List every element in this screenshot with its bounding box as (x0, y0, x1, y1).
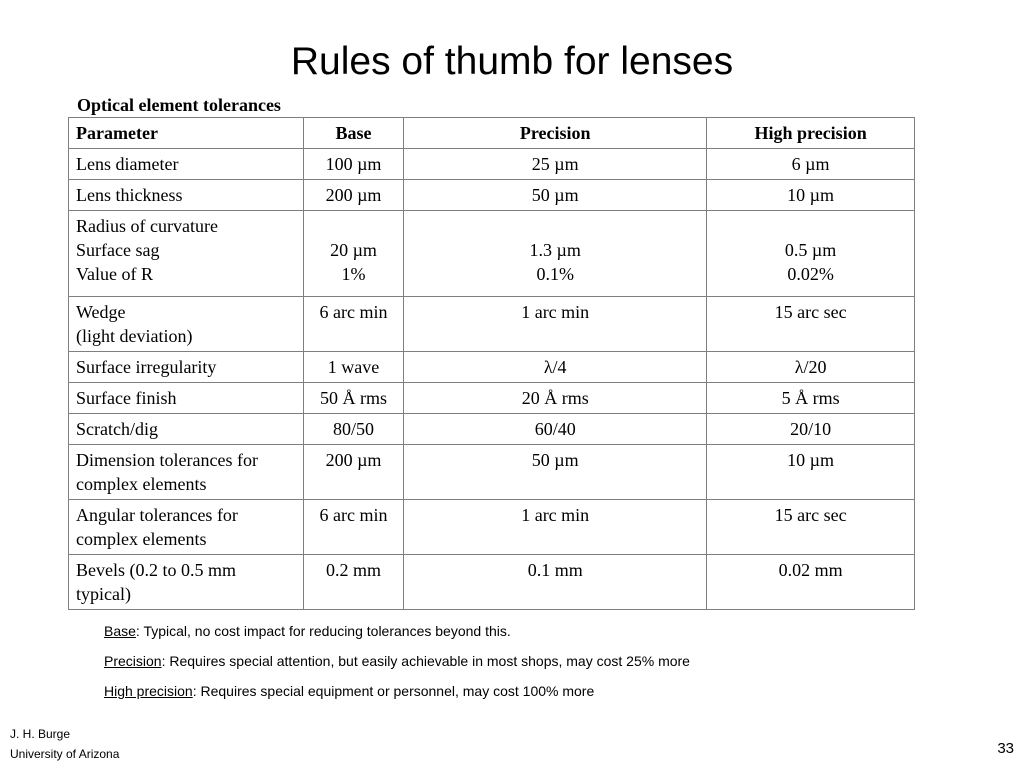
cell-line: 20/10 (790, 419, 832, 439)
cell-line: 6 µm (791, 154, 830, 174)
cell-base (303, 445, 403, 500)
table-row (69, 352, 915, 383)
cell-line: Surface sag (76, 240, 160, 260)
table-row (69, 383, 915, 414)
cell-line: (light deviation) (76, 326, 193, 346)
cell-line: Scratch/dig (76, 419, 158, 439)
cell-base (303, 180, 403, 211)
cell-line: Lens diameter (76, 154, 179, 174)
cell-line: λ/20 (794, 357, 827, 377)
cell-line: 1 arc min (521, 505, 590, 525)
cell-parameter (69, 149, 304, 180)
cell-precision (404, 383, 707, 414)
cell-line: λ/4 (543, 357, 567, 377)
cell-line: 10 µm (787, 450, 835, 470)
cell-line: 50 Å rms (320, 388, 387, 408)
table-row (69, 500, 915, 555)
cell-line: 20 µm (330, 240, 377, 260)
note-text: : Typical, no cost impact for reducing tolerances beyond this. (135, 623, 511, 639)
cell-high-precision (707, 500, 915, 555)
cell-high-precision (707, 297, 915, 352)
footer-credits (10, 724, 119, 764)
cell-line: Radius of curvature (76, 216, 218, 236)
cell-line: 6 arc min (319, 505, 388, 525)
cell-base (303, 555, 403, 610)
cell-line: 20 Å rms (521, 388, 589, 408)
cell-line: 0.02 mm (778, 560, 843, 580)
footer-affiliation: University of Arizona (10, 747, 120, 761)
cell-line: Wedge (76, 302, 126, 322)
cell-precision (404, 180, 707, 211)
cell-line: complex elements (76, 474, 207, 494)
cell-line: 1% (341, 264, 366, 284)
cell-parameter (69, 297, 304, 352)
cell-line: Bevels (0.2 to 0.5 mm (76, 560, 236, 580)
table-row (69, 297, 915, 352)
cell-line: 0.2 mm (325, 560, 381, 580)
note-high-precision (104, 682, 690, 712)
cell-line: 0.02% (787, 264, 834, 284)
cell-line: 1.3 µm (529, 240, 581, 260)
table-header-row (69, 118, 915, 149)
table-row (69, 414, 915, 445)
cell-precision (404, 414, 707, 445)
cell-precision (404, 352, 707, 383)
cell-line: 0.5 µm (784, 240, 837, 260)
cell-base (303, 500, 403, 555)
cell-line: Value of R (76, 264, 153, 284)
cell-parameter (69, 352, 304, 383)
cell-precision (404, 211, 707, 297)
cell-high-precision (707, 211, 915, 297)
cell-parameter (69, 180, 304, 211)
cell-high-precision (707, 149, 915, 180)
cell-line: 1 wave (327, 357, 380, 377)
table-caption: Optical element tolerances (77, 95, 281, 115)
cell-base (303, 414, 403, 445)
header-high-precision: High precision (707, 118, 915, 149)
cell-parameter (69, 414, 304, 445)
cell-high-precision (707, 414, 915, 445)
cell-high-precision (707, 383, 915, 414)
cell-line: 1 arc min (521, 302, 590, 322)
cell-line: 50 µm (531, 185, 579, 205)
cell-line: 6 arc min (319, 302, 388, 322)
cell-line: 15 arc sec (774, 505, 847, 525)
cell-high-precision (707, 180, 915, 211)
cell-line: 200 µm (325, 450, 382, 470)
table-row (69, 445, 915, 500)
cell-line: 10 µm (787, 185, 835, 205)
cell-precision (404, 297, 707, 352)
note-term: Precision (104, 653, 162, 669)
cell-line: 25 µm (531, 154, 579, 174)
cell-line: 50 µm (531, 450, 579, 470)
cell-line: Lens thickness (76, 185, 183, 205)
cell-line (411, 214, 699, 238)
header-precision: Precision (404, 118, 707, 149)
cell-line: 0.1 mm (527, 560, 583, 580)
cell-line: Dimension tolerances for (76, 450, 258, 470)
cell-base (303, 352, 403, 383)
cell-line: 60/40 (534, 419, 576, 439)
slide-title: Rules of thumb for lenses (290, 40, 734, 83)
note-text: : Requires special attention, but easily achievable in most shops, may cost 25% more (161, 653, 690, 669)
cell-parameter (69, 555, 304, 610)
cell-precision (404, 149, 707, 180)
tolerances-table (68, 117, 915, 610)
cell-parameter (69, 383, 304, 414)
cell-line: Surface irregularity (76, 357, 217, 377)
cell-line: Surface finish (76, 388, 177, 408)
note-term: Base (104, 623, 136, 639)
cell-parameter (69, 211, 304, 297)
cell-line: 5 Å rms (781, 388, 840, 408)
note-text: : Requires special equipment or personnel, may cost 100% more (192, 683, 595, 699)
table-row (69, 555, 915, 610)
cell-parameter (69, 445, 304, 500)
cell-precision (404, 500, 707, 555)
note-base (104, 622, 690, 652)
cell-line: 200 µm (325, 185, 382, 205)
cell-line: complex elements (76, 529, 207, 549)
header-base: Base (303, 118, 403, 149)
cell-line (311, 214, 396, 238)
cell-line: typical) (76, 584, 131, 604)
table-row (69, 180, 915, 211)
cell-parameter (69, 500, 304, 555)
tolerance-notes (104, 622, 690, 712)
cell-line: 100 µm (325, 154, 382, 174)
header-parameter: Parameter (69, 118, 304, 149)
table-row (69, 211, 915, 297)
cell-base (303, 383, 403, 414)
cell-high-precision (707, 445, 915, 500)
cell-base (303, 149, 403, 180)
cell-line: 15 arc sec (774, 302, 847, 322)
footer-author: J. H. Burge (10, 727, 71, 741)
cell-line: 80/50 (332, 419, 374, 439)
cell-high-precision (707, 555, 915, 610)
cell-base (303, 297, 403, 352)
cell-line (714, 214, 907, 238)
cell-high-precision (707, 352, 915, 383)
note-precision (104, 652, 690, 682)
cell-line: 0.1% (536, 264, 574, 284)
cell-precision (404, 555, 707, 610)
note-term: High precision (104, 683, 193, 699)
cell-base (303, 211, 403, 297)
cell-precision (404, 445, 707, 500)
table-row (69, 149, 915, 180)
cell-line: Angular tolerances for (76, 505, 238, 525)
page-number: 33 (997, 740, 1014, 757)
